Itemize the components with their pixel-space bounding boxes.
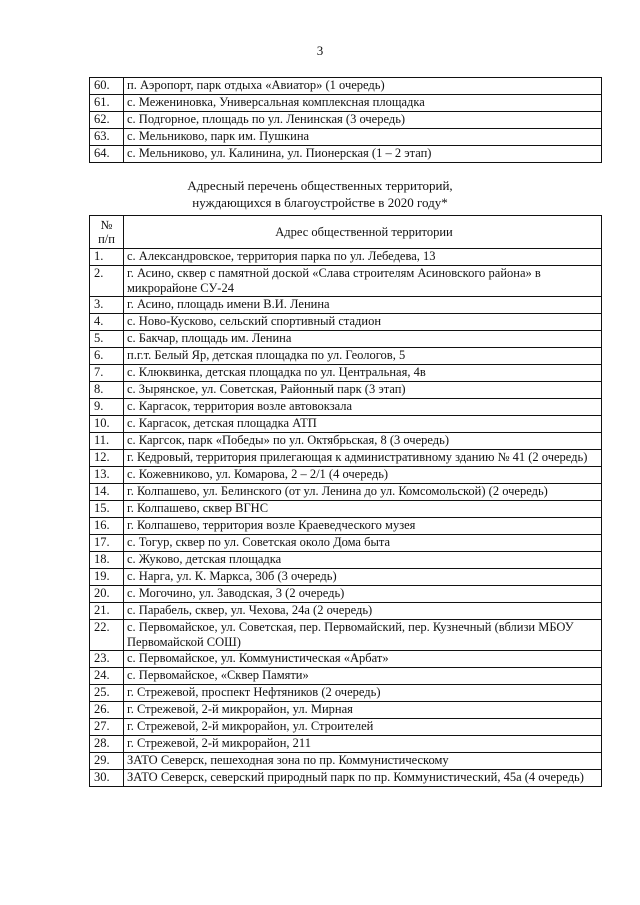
- row-number: 27.: [90, 719, 124, 736]
- row-number: 22.: [90, 620, 124, 651]
- row-number: 18.: [90, 552, 124, 569]
- row-number: 16.: [90, 518, 124, 535]
- table-header-row: [90, 216, 602, 249]
- row-number: 61.: [90, 95, 124, 112]
- row-number: 24.: [90, 668, 124, 685]
- table-row: [90, 702, 602, 719]
- row-number: 25.: [90, 685, 124, 702]
- row-address: п.г.т. Белый Яр, детская площадка по ул. Геологов, 5: [124, 348, 602, 365]
- row-address: с. Первомайское, «Сквер Памяти»: [124, 668, 602, 685]
- row-address: п. Аэропорт, парк отдыха «Авиатор» (1 очередь): [124, 78, 602, 95]
- row-number: 14.: [90, 484, 124, 501]
- table-row: [90, 651, 602, 668]
- row-number: 30.: [90, 770, 124, 787]
- table-row: [90, 266, 602, 297]
- row-address: с. Тогур, сквер по ул. Советская около Дома быта: [124, 535, 602, 552]
- table-row: [90, 603, 602, 620]
- row-number: 4.: [90, 314, 124, 331]
- row-address: г. Асино, площадь имени В.И. Ленина: [124, 297, 602, 314]
- row-number: 5.: [90, 331, 124, 348]
- table-row: [90, 586, 602, 603]
- row-address: с. Бакчар, площадь им. Ленина: [124, 331, 602, 348]
- row-address: с. Клюквинка, детская площадка по ул. Центральная, 4в: [124, 365, 602, 382]
- row-number: 11.: [90, 433, 124, 450]
- table-row: [90, 365, 602, 382]
- section-title: [0, 177, 640, 211]
- row-number: 17.: [90, 535, 124, 552]
- section-title-line1: Адресный перечень общественных территорий,: [187, 178, 453, 193]
- table-row: [90, 146, 602, 163]
- row-number: 20.: [90, 586, 124, 603]
- table-row: [90, 95, 602, 112]
- row-address: с. Каргсок, парк «Победы» по ул. Октябрьская, 8 (3 очередь): [124, 433, 602, 450]
- table-row: [90, 129, 602, 146]
- table-row: [90, 685, 602, 702]
- row-number: 28.: [90, 736, 124, 753]
- row-number: 19.: [90, 569, 124, 586]
- territories-table: [89, 215, 602, 787]
- row-address: с. Межениновка, Универсальная комплексная площадка: [124, 95, 602, 112]
- continued-table: [89, 77, 602, 163]
- table-row: [90, 450, 602, 467]
- table-row: [90, 249, 602, 266]
- row-address: с. Нарга, ул. К. Маркса, 30б (3 очередь): [124, 569, 602, 586]
- row-number: 8.: [90, 382, 124, 399]
- row-number: 21.: [90, 603, 124, 620]
- row-number: 64.: [90, 146, 124, 163]
- row-address: с. Мельниково, парк им. Пушкина: [124, 129, 602, 146]
- row-number: 9.: [90, 399, 124, 416]
- table-row: [90, 399, 602, 416]
- row-address: г. Колпашево, территория возле Краеведческого музея: [124, 518, 602, 535]
- section-title-line2: нуждающихся в благоустройстве в 2020 году*: [192, 195, 448, 210]
- page-number: 3: [316, 43, 324, 58]
- row-address: г. Стрежевой, 2-й микрорайон, ул. Строителей: [124, 719, 602, 736]
- row-address: г. Стрежевой, 2-й микрорайон, 211: [124, 736, 602, 753]
- row-address: с. Зырянское, ул. Советская, Районный парк (3 этап): [124, 382, 602, 399]
- row-address: с. Кожевниково, ул. Комарова, 2 – 2/1 (4 очередь): [124, 467, 602, 484]
- row-number: 2.: [90, 266, 124, 297]
- header-num: № п/п: [90, 216, 124, 249]
- row-number: 12.: [90, 450, 124, 467]
- table-row: [90, 719, 602, 736]
- table-row: [90, 484, 602, 501]
- table-row: [90, 668, 602, 685]
- table-row: [90, 501, 602, 518]
- row-number: 63.: [90, 129, 124, 146]
- row-address: с. Жуково, детская площадка: [124, 552, 602, 569]
- table-row: [90, 297, 602, 314]
- row-address: г. Колпашево, ул. Белинского (от ул. Ленина до ул. Комсомольской) (2 очередь): [124, 484, 602, 501]
- row-address: с. Парабель, сквер, ул. Чехова, 24а (2 очередь): [124, 603, 602, 620]
- table-row: [90, 314, 602, 331]
- table-row: [90, 770, 602, 787]
- row-address: г. Асино, сквер с памятной доской «Слава строителям Асиновского района» в микрорайоне СУ-24: [124, 266, 602, 297]
- row-address: г. Стрежевой, проспект Нефтяников (2 очередь): [124, 685, 602, 702]
- table-row: [90, 467, 602, 484]
- row-address: г. Стрежевой, 2-й микрорайон, ул. Мирная: [124, 702, 602, 719]
- row-address: с. Первомайское, ул. Советская, пер. Первомайский, пер. Кузнечный (вблизи МБОУ Первомайской СОШ): [124, 620, 602, 651]
- row-number: 6.: [90, 348, 124, 365]
- table-row: [90, 112, 602, 129]
- table-row: [90, 416, 602, 433]
- row-address: г. Колпашево, сквер ВГНС: [124, 501, 602, 518]
- row-address: ЗАТО Северск, северский природный парк по пр. Коммунистический, 45а (4 очередь): [124, 770, 602, 787]
- table-row: [90, 736, 602, 753]
- table-row: [90, 535, 602, 552]
- row-address: с. Каргасок, детская площадка АТП: [124, 416, 602, 433]
- row-address: г. Кедровый, территория прилегающая к административному зданию № 41 (2 очередь): [124, 450, 602, 467]
- row-number: 1.: [90, 249, 124, 266]
- row-address: ЗАТО Северск, пешеходная зона по пр. Коммунистическому: [124, 753, 602, 770]
- row-number: 7.: [90, 365, 124, 382]
- table-row: [90, 518, 602, 535]
- table-row: [90, 331, 602, 348]
- row-address: с. Первомайское, ул. Коммунистическая «Арбат»: [124, 651, 602, 668]
- table-row: [90, 620, 602, 651]
- row-number: 60.: [90, 78, 124, 95]
- row-number: 3.: [90, 297, 124, 314]
- row-number: 13.: [90, 467, 124, 484]
- row-address: с. Мельниково, ул. Калинина, ул. Пионерская (1 – 2 этап): [124, 146, 602, 163]
- table-row: [90, 78, 602, 95]
- table-row: [90, 552, 602, 569]
- row-address: с. Подгорное, площадь по ул. Ленинская (3 очередь): [124, 112, 602, 129]
- table-row: [90, 348, 602, 365]
- row-address: с. Могочино, ул. Заводская, 3 (2 очередь): [124, 586, 602, 603]
- table-row: [90, 753, 602, 770]
- header-address: Адрес общественной территории: [124, 216, 602, 249]
- row-address: с. Ново-Кусково, сельский спортивный стадион: [124, 314, 602, 331]
- table-row: [90, 382, 602, 399]
- table-row: [90, 433, 602, 450]
- row-number: 26.: [90, 702, 124, 719]
- row-address: с. Каргасок, территория возле автовокзала: [124, 399, 602, 416]
- row-address: с. Александровское, территория парка по ул. Лебедева, 13: [124, 249, 602, 266]
- row-number: 10.: [90, 416, 124, 433]
- table-row: [90, 569, 602, 586]
- row-number: 23.: [90, 651, 124, 668]
- row-number: 29.: [90, 753, 124, 770]
- row-number: 15.: [90, 501, 124, 518]
- row-number: 62.: [90, 112, 124, 129]
